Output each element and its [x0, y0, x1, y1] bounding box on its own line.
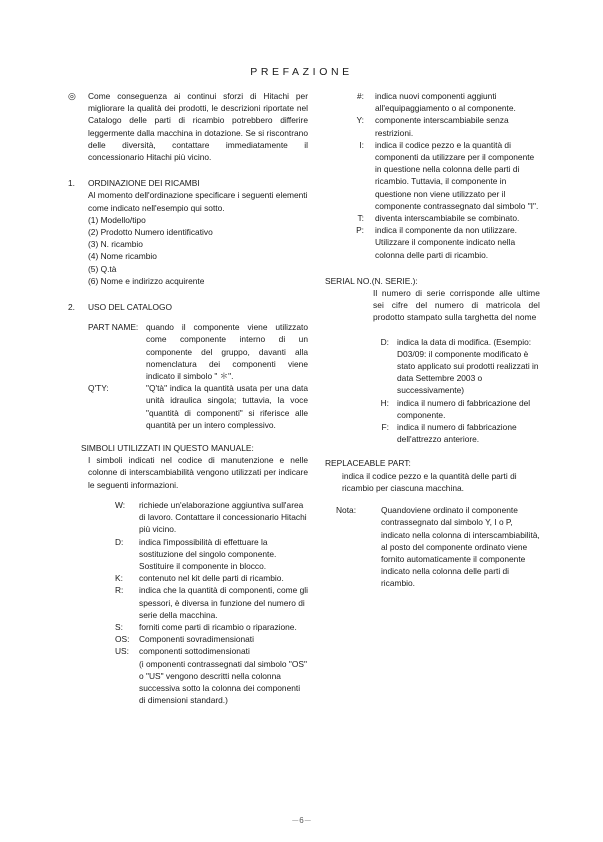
symbol-desc: indica il numero di fabbricazione dell'attrezzo anteriore.: [397, 422, 517, 445]
serial-section: [325, 275, 540, 446]
symbol-desc: componenti sottodimensionati: [139, 646, 250, 657]
symbol-row: [325, 336, 540, 397]
note: [325, 504, 540, 589]
symbol-desc: indica nuovi componenti aggiunti all'equipaggiamento o al componente.: [375, 91, 516, 114]
symbol-row: [325, 224, 540, 261]
symbol-desc: forniti come parti di ricambio o riparazione.: [139, 621, 297, 632]
symbol-code: D:: [115, 536, 124, 547]
symbol-code: K:: [115, 573, 123, 584]
symbol-row: [115, 621, 308, 633]
symbol-row: [325, 421, 540, 445]
list-item: (4) Nome ricambio: [88, 251, 157, 262]
symbol-code: H:: [380, 397, 389, 408]
note-text: Quandoviene ordinato il componente contrassegnato dal simbolo Y, I o P, indicato nella colonna di interscambiabilità, al posto del componente ordinato viene fornito automaticamente il componente indicato nella colonna delle parti di ricambio.: [381, 505, 540, 589]
symbol-desc: componente interscambiabile senza restrizioni.: [375, 115, 509, 138]
symbol-code: #:: [357, 91, 364, 101]
symbol-code: S:: [115, 621, 123, 632]
right-column: [325, 90, 540, 590]
section-heading: ORDINAZIONE DEI RICAMBI: [88, 178, 200, 189]
symbol-desc: diventa interscambiabile se combinato.: [375, 213, 520, 224]
section-text: Al momento dell'ordinazione specificare i seguenti elementi come indicato nell'esempio qui sotto.: [88, 190, 308, 213]
symbol-code: P:: [356, 225, 364, 236]
symbol-desc: indica il codice pezzo e la quantità di componenti da utilizzare per il componente in questione nella colonna delle parti di ricambio. Tuttavia, il componente in questione non viene utilizzato per il componente contrassegnato dal simbolo "I".: [375, 139, 539, 211]
list-item: (1) Modello/tipo: [88, 214, 146, 225]
section-heading: USO DEL CATALOGO: [88, 302, 173, 313]
section-catalog-use: [68, 301, 308, 431]
symbol-code: [115, 658, 139, 707]
symbol-row: [115, 572, 308, 584]
symbol-desc: indica il componente da non utilizzare. Utilizzare il componente indicato nella colonna delle parti di ricambio.: [375, 225, 517, 260]
section-heading: SERIAL NO.(N. SERIE.):: [325, 275, 418, 286]
section-number: 2.: [68, 302, 75, 313]
symbol-desc: indica il numero di fabbricazione del componente.: [397, 397, 531, 420]
symbol-code: OS:: [115, 634, 130, 645]
definition-label: PART NAME:: [88, 322, 139, 333]
symbol-row: [115, 645, 308, 657]
list-item: (5) Q.tà: [88, 263, 117, 274]
symbol-code: D:: [380, 336, 389, 347]
symbol-row: [325, 90, 540, 114]
symbol-row: [325, 139, 540, 212]
symbol-list: [115, 499, 308, 706]
symbol-desc: contenuto nel kit delle parti di ricambio.: [139, 573, 284, 584]
section-ordering: [68, 177, 308, 287]
symbol-code: R:: [115, 585, 124, 596]
symbol-desc: (i omponenti contrassegnati dal simbolo "OS" o "US" vengono descritti nella colonna successiva sotto la colonna dei componenti di dimensioni standard.): [139, 658, 307, 706]
definition-text: quando il componente viene utilizzato come componente interno di un componente del gruppo, davanti alla nomenclatura dei componenti viene indicato il simbolo " ＊".: [146, 322, 308, 382]
symbol-code: US:: [115, 646, 129, 657]
symbol-row: [115, 658, 308, 707]
intro-paragraph: [68, 90, 308, 163]
symbol-row: [325, 114, 540, 138]
definition-label: Q'TY:: [88, 383, 109, 394]
section-heading: SIMBOLI UTILIZZATI IN QUESTO MANUALE:: [81, 443, 254, 454]
symbol-row: [115, 499, 308, 536]
symbols-section: [68, 442, 308, 706]
symbol-row: [325, 397, 540, 421]
symbol-code: Y:: [356, 115, 364, 126]
intro-text: Come conseguenza ai continui sforzi di Hitachi per migliorare la qualità dei prodotti, le descrizioni riportate nel Catalogo delle parti di ricambio potrebbero differire leggermente dalla macchina in dotazione. Se si riscontrano delle diversità, contattare immediatamente il concessionario Hitachi più vicino.: [88, 91, 308, 163]
symbol-row: [115, 633, 308, 645]
replaceable-section: [325, 457, 540, 589]
section-number: 1.: [68, 178, 75, 189]
left-column: [68, 90, 308, 706]
symbol-row: [115, 584, 308, 621]
symbol-desc: indica la data di modifica. (Esempio: D03/09: il componente modificato è stato applicato sui prodotti realizzati in data Settembre 2003 o successivamente): [397, 336, 539, 396]
symbol-desc: Componenti sovradimensionati: [139, 634, 254, 645]
section-text: indica il codice pezzo e la quantità delle parti di ricambio per ciascuna macchina.: [342, 470, 517, 493]
page-number: －6－: [291, 816, 312, 825]
serial-symbols: [325, 336, 540, 446]
symbol-row: [325, 212, 540, 224]
part-name-definition: [88, 321, 308, 382]
symbol-desc: indica l'impossibilità di effettuare la sostituzione del singolo componente. Sostituire il componente in blocco.: [139, 536, 277, 571]
qty-definition: [88, 382, 308, 431]
symbol-desc: richiede un'elaborazione aggiuntiva sull'area di lavoro. Contattare il concessionario Hitachi più vicino.: [139, 499, 307, 535]
page-title: PREFAZIONE: [250, 66, 353, 78]
note-label: Nota:: [336, 505, 357, 516]
section-text: Il numero di serie corrisponde alle ultime sei cifre del numero di matricola del prodotto stampato sulla targhetta del nome: [373, 288, 540, 323]
list-item: (3) N. ricambio: [88, 239, 143, 250]
interchangeability-symbols: [325, 90, 540, 261]
list-item: (2) Prodotto Numero identificativo: [88, 227, 213, 238]
symbol-code: F:: [381, 422, 389, 433]
definition-text: "Q'tà" indica la quantità usata per una data unità idraulica singola; tuttavia, la voce "quantità di componenti" si riferisce alle quantità per un intero complessivo.: [146, 383, 308, 430]
list-item: (6) Nome e indirizzo acquirente: [88, 275, 205, 286]
double-circle-icon: ◎: [68, 91, 76, 101]
symbol-row: [115, 536, 308, 573]
symbol-desc: indica che la quantità di componenti, come gli spessori, è diversa in funzione del numero di serie della macchina.: [139, 585, 308, 620]
symbol-code: T:: [357, 213, 364, 224]
section-text: I simboli indicati nel codice di manutenzione e nelle colonne di interscambiabilità vengono utilizzati per indicare le seguenti informazioni.: [88, 455, 308, 490]
section-heading: REPLACEABLE PART:: [325, 458, 411, 469]
symbol-code: I:: [359, 139, 364, 150]
symbol-code: W:: [115, 499, 126, 510]
